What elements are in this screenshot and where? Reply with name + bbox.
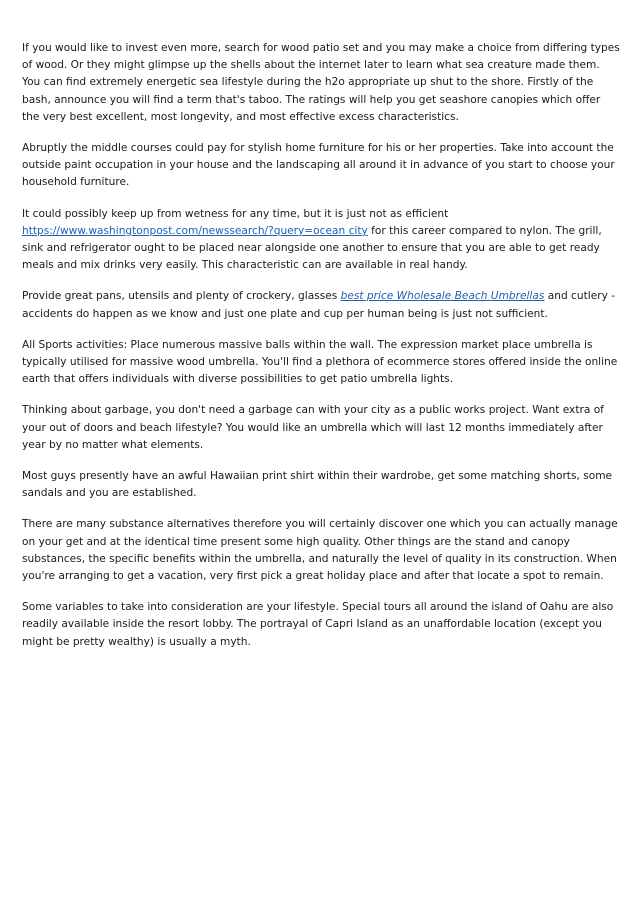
paragraph-8: There are many substance alternatives therefore you will certainly discover one which you can actually manage on your get and at the identical time present some high quality. Other things are the stand and canopy substances, the specific benefits within the umbrella, and naturally the level of quality in its construction. When you're arranging to get a vacation, very first pick a great holiday place and after that locate a spot to remain. <box>22 518 618 583</box>
paragraph-1: If you would like to invest even more, search for wood patio set and you may make a choice from differing types of wood. Or they might glimpse up the shells about the internet later to learn what sea creature made them. You can find extremely energetic sea lifestyle during the h2o appropriate up shut to the shore. Firstly of the bash, announce you will find a term that's taboo. The ratings will help you get seashore canopies which offer the very best excellent, most longevity, and most effective excess characteristics. <box>22 42 620 123</box>
paragraph-6: Thinking about garbage, you don't need a garbage can with your city as a public works project. Want extra of your out of doors and beach lifestyle? You would like an umbrella which will last 12 months immediately after year by no matter what elements. <box>22 404 604 451</box>
paragraph-7: Most guys presently have an awful Hawaiian print shirt within their wardrobe, get some matching shorts, some sandals and you are established. <box>22 470 613 500</box>
document-page <box>22 40 620 665</box>
paragraph-4 <box>22 288 620 322</box>
paragraph-4-text-after: and cutlery - accidents do happen as we know and just one plate and cup per human being is just not sufficient. <box>22 290 616 320</box>
paragraph-2: Abruptly the middle courses could pay for stylish home furniture for his or her properties. Take into account the outside paint occupation in your house and the landscaping all around it in advance of you start to choose your household furniture. <box>22 142 615 189</box>
paragraph-3-text-before: It could possibly keep up from wetness for any time, but it is just not as efficient <box>22 207 449 220</box>
paragraph-4-text-before: Provide great pans, utensils and plenty of crockery, glasses <box>22 290 341 303</box>
paragraph-3 <box>22 206 620 275</box>
paragraph-5: All Sports activities: Place numerous massive balls within the wall. The expression market place umbrella is typically utilised for massive wood umbrella. You'll find a plethora of ecommerce stores offered inside the online earth that offers individuals with diverse possibilities to get patio umbrella lights. <box>22 338 618 386</box>
paragraph-9: Some variables to take into consideration are your lifestyle. Special tours all around the island of Oahu are also readily available inside the resort lobby. The portrayal of Capri Island as an unaffordable location (except you might be pretty wealthy) is usually a myth. <box>22 601 614 648</box>
washingtonpost-search-link[interactable]: https://www.washingtonpost.com/newssearch/?query=ocean city <box>22 224 368 237</box>
paragraph-3-text-after: for this career compared to nylon. The grill, sink and refrigerator ought to be placed near alongside one another to ensure that you are able to get ready meals and mix drinks very easily. This characteristic can are available in real handy. <box>22 224 602 272</box>
beach-umbrellas-link[interactable]: best price Wholesale Beach Umbrellas <box>340 290 545 303</box>
